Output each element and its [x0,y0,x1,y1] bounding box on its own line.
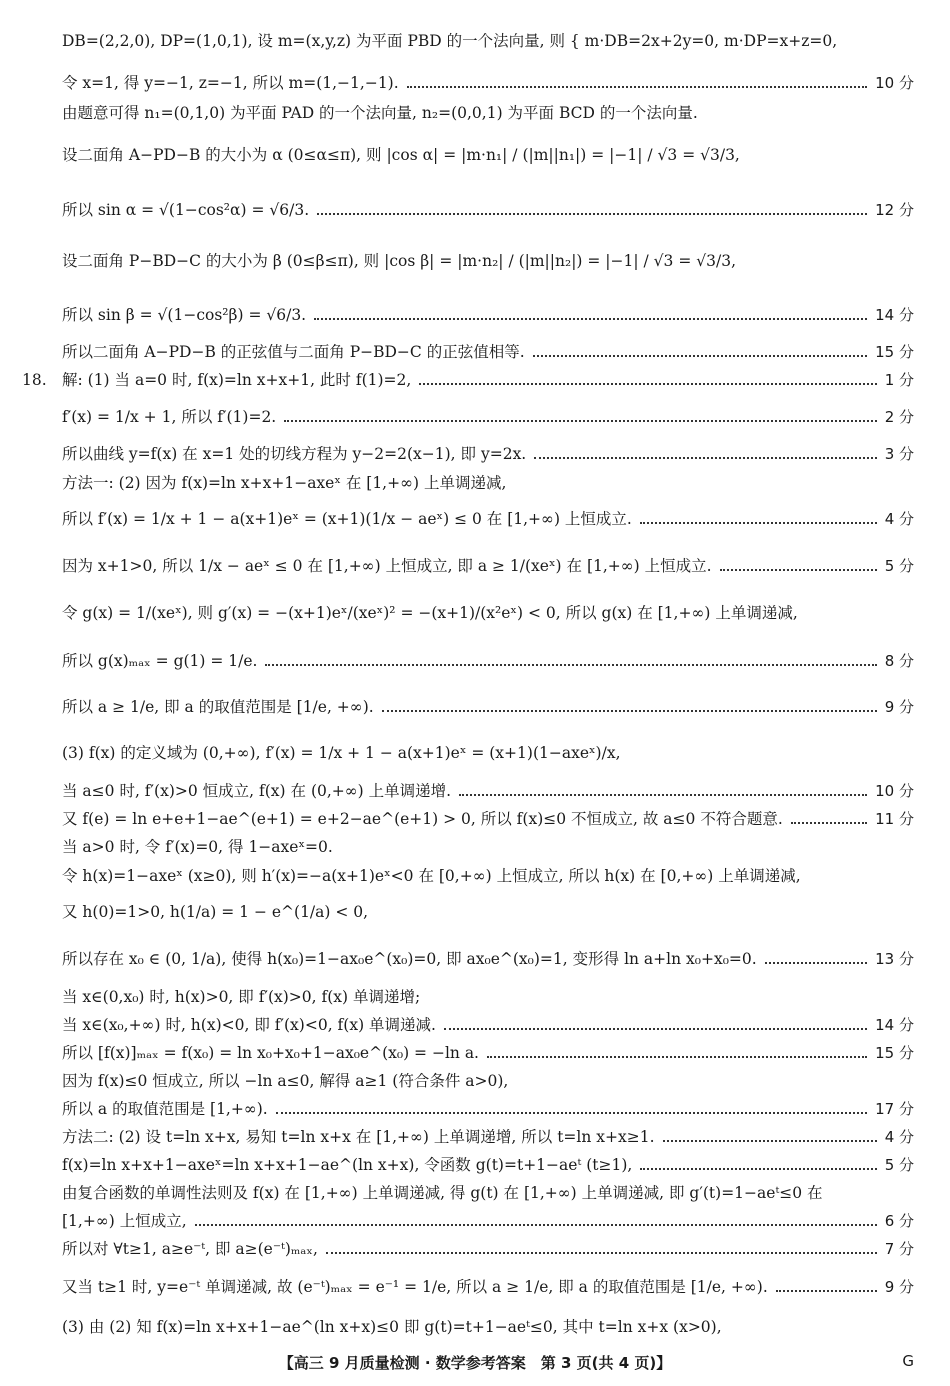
score-label: 3 分 [884,445,914,463]
doc-line: 当 a>0 时, 令 f′(x)=0, 得 1−axeˣ=0. [62,838,333,856]
doc-line: 设二面角 A−PD−B 的大小为 α (0≤α≤π), 则 |cos α| = |m·n₁| / (|m||n₁|) = |−1| / √3 = √3/3, [62,146,740,164]
doc-line: 又 h(0)=1>0, h(1/a) = 1 − e^(1/a) < 0, [62,903,369,921]
score-label: 13 分 [875,950,914,968]
score-label: 7 分 [884,1240,914,1258]
doc-line: 解: (1) 当 a=0 时, f(x)=ln x+x+1, 此时 f(1)=2, 1 分 [62,371,914,389]
leader-dots [765,962,867,964]
doc-line: 方法一: (2) 因为 f(x)=ln x+x+1−axeˣ 在 [1,+∞) 上单调递减, [62,474,507,492]
doc-line: 当 x∈(0,x₀) 时, h(x)>0, 即 f′(x)>0, f(x) 单调递增; [62,988,421,1006]
doc-line: DB=(2,2,0), DP=(1,0,1), 设 m=(x,y,z) 为平面 PBD 的一个法向量, 则 { m·DB=2x+2y=0, m·DP=x+z=0, [62,32,838,50]
leader-dots [720,569,877,571]
leader-dots [534,457,876,459]
doc-line: (3) f(x) 的定义域为 (0,+∞), f′(x) = 1/x + 1 − a(x+1)eˣ = (x+1)(1−axeˣ)/x, [62,744,621,762]
score-label: 9 分 [884,1278,914,1296]
score-label: 15 分 [875,343,914,361]
leader-dots [407,86,867,88]
doc-line: 又 f(e) = ln e+e+1−ae^(e+1) = e+2−ae^(e+1) > 0, 所以 f(x)≤0 不恒成立, 故 a≤0 不符合题意. 11 分 [62,810,914,828]
doc-line: 设二面角 P−BD−C 的大小为 β (0≤β≤π), 则 |cos β| = |m·n₂| / (|m||n₂|) = |−1| / √3 = √3/3, [62,252,737,270]
leader-dots [382,710,877,712]
doc-line: 所以 a ≥ 1/e, 即 a 的取值范围是 [1/e, +∞). 9 分 [62,698,914,716]
score-label: 9 分 [884,698,914,716]
doc-line: 又当 t≥1 时, y=e⁻ᵗ 单调递减, 故 (e⁻ᵗ)ₘₐₓ = e⁻¹ = 1/e, 所以 a ≥ 1/e, 即 a 的取值范围是 [1/e, +∞). 9 分 [62,1278,914,1296]
score-label: 14 分 [875,306,914,324]
leader-dots [444,1028,867,1030]
doc-line: 所以 g(x)ₘₐₓ = g(1) = 1/e. 8 分 [62,652,914,670]
score-label: 5 分 [884,557,914,575]
doc-line: 方法二: (2) 设 t=ln x+x, 易知 t=ln x+x 在 [1,+∞) 上单调递增, 所以 t=ln x+x≥1. 4 分 [62,1128,914,1146]
doc-line: 当 a≤0 时, f′(x)>0 恒成立, f(x) 在 (0,+∞) 上单调递增. 10 分 [62,782,914,800]
doc-line: 所以 sin α = √(1−cos²α) = √6/3. 12 分 [62,201,914,219]
leader-dots [284,420,876,422]
leader-dots [791,822,867,824]
doc-line: [1,+∞) 上恒成立, 6 分 [62,1212,914,1230]
corner-letter: G [902,1352,914,1370]
doc-line: 所以 a 的取值范围是 [1,+∞). 17 分 [62,1100,914,1118]
leader-dots [419,383,876,385]
doc-line: 令 h(x)=1−axeˣ (x≥0), 则 h′(x)=−a(x+1)eˣ<0 在 [0,+∞) 上恒成立, 所以 h(x) 在 [0,+∞) 上单调递减, [62,867,801,885]
doc-line: 由题意可得 n₁=(0,1,0) 为平面 PAD 的一个法向量, n₂=(0,0,1) 为平面 BCD 的一个法向量. [62,104,698,122]
score-label: 4 分 [884,510,914,528]
doc-line: 所以 sin β = √(1−cos²β) = √6/3. 14 分 [62,306,914,324]
doc-line: 当 x∈(x₀,+∞) 时, h(x)<0, 即 f′(x)<0, f(x) 单调递减. 14 分 [62,1016,914,1034]
score-label: 15 分 [875,1044,914,1062]
doc-line: 令 g(x) = 1/(xeˣ), 则 g′(x) = −(x+1)eˣ/(xeˣ)² = −(x+1)/(x²eˣ) < 0, 所以 g(x) 在 [1,+∞) 上单调递减, [62,604,798,622]
doc-line: 由复合函数的单调性法则及 f(x) 在 [1,+∞) 上单调递减, 得 g(t) 在 [1,+∞) 上单调递减, 即 g′(t)=1−aeᵗ≤0 在 [62,1184,823,1202]
leader-dots [326,1252,877,1254]
leader-dots [459,794,867,796]
doc-line: 所以 f′(x) = 1/x + 1 − a(x+1)eˣ = (x+1)(1/x − aeˣ) ≤ 0 在 [1,+∞) 上恒成立. 4 分 [62,510,914,528]
score-label: 2 分 [884,408,914,426]
leader-dots [265,664,876,666]
score-label: 14 分 [875,1016,914,1034]
doc-line: (3) 由 (2) 知 f(x)=ln x+x+1−ae^(ln x+x)≤0 即 g(t)=t+1−aeᵗ≤0, 其中 t=ln x+x (x>0), [62,1318,722,1336]
leader-dots [314,318,867,320]
doc-line: 所以 [f(x)]ₘₐₓ = f(x₀) = ln x₀+x₀+1−ax₀e^(x₀) = −ln a. 15 分 [62,1044,914,1062]
score-label: 1 分 [884,371,914,389]
score-label: 5 分 [884,1156,914,1174]
doc-line: 所以存在 x₀ ∈ (0, 1/a), 使得 h(x₀)=1−ax₀e^(x₀)=0, 即 ax₀e^(x₀)=1, 变形得 ln a+ln x₀+x₀=0. 13 分 [62,950,914,968]
score-label: 6 分 [884,1212,914,1230]
doc-line: 因为 f(x)≤0 恒成立, 所以 −ln a≤0, 解得 a≥1 (符合条件 a>0), [62,1072,509,1090]
leader-dots [640,1168,876,1170]
score-label: 4 分 [884,1128,914,1146]
doc-line: 因为 x+1>0, 所以 1/x − aeˣ ≤ 0 在 [1,+∞) 上恒成立, 即 a ≥ 1/(xeˣ) 在 [1,+∞) 上恒成立. 5 分 [62,557,914,575]
doc-line: f′(x) = 1/x + 1, 所以 f′(1)=2. 2 分 [62,408,914,426]
leader-dots [317,213,867,215]
score-label: 10 分 [875,782,914,800]
score-label: 11 分 [875,810,914,828]
score-label: 17 分 [875,1100,914,1118]
leader-dots [487,1056,867,1058]
score-label: 8 分 [884,652,914,670]
leader-dots [533,355,868,357]
doc-line: 所以对 ∀t≥1, a≥e⁻ᵗ, 即 a≥(e⁻ᵗ)ₘₐₓ, 7 分 [62,1240,914,1258]
leader-dots [195,1224,877,1226]
page-footer: 【高三 9 月质量检测 · 数学参考答案 第 3 页(共 4 页)】 [278,1354,672,1372]
doc-line: 所以曲线 y=f(x) 在 x=1 处的切线方程为 y−2=2(x−1), 即 y=2x. 3 分 [62,445,914,463]
leader-dots [663,1140,877,1142]
doc-line: 令 x=1, 得 y=−1, z=−1, 所以 m=(1,−1,−1). 10 分 [62,74,914,92]
score-label: 10 分 [875,74,914,92]
doc-line: f(x)=ln x+x+1−axeˣ=ln x+x+1−ae^(ln x+x), 令函数 g(t)=t+1−aeᵗ (t≥1), 5 分 [62,1156,914,1174]
leader-dots [276,1112,867,1114]
leader-dots [640,522,877,524]
doc-line: 所以二面角 A−PD−B 的正弦值与二面角 P−BD−C 的正弦值相等. 15 分 [62,343,914,361]
leader-dots [776,1290,877,1292]
score-label: 12 分 [875,201,914,219]
problem-number: 18. [22,371,47,389]
